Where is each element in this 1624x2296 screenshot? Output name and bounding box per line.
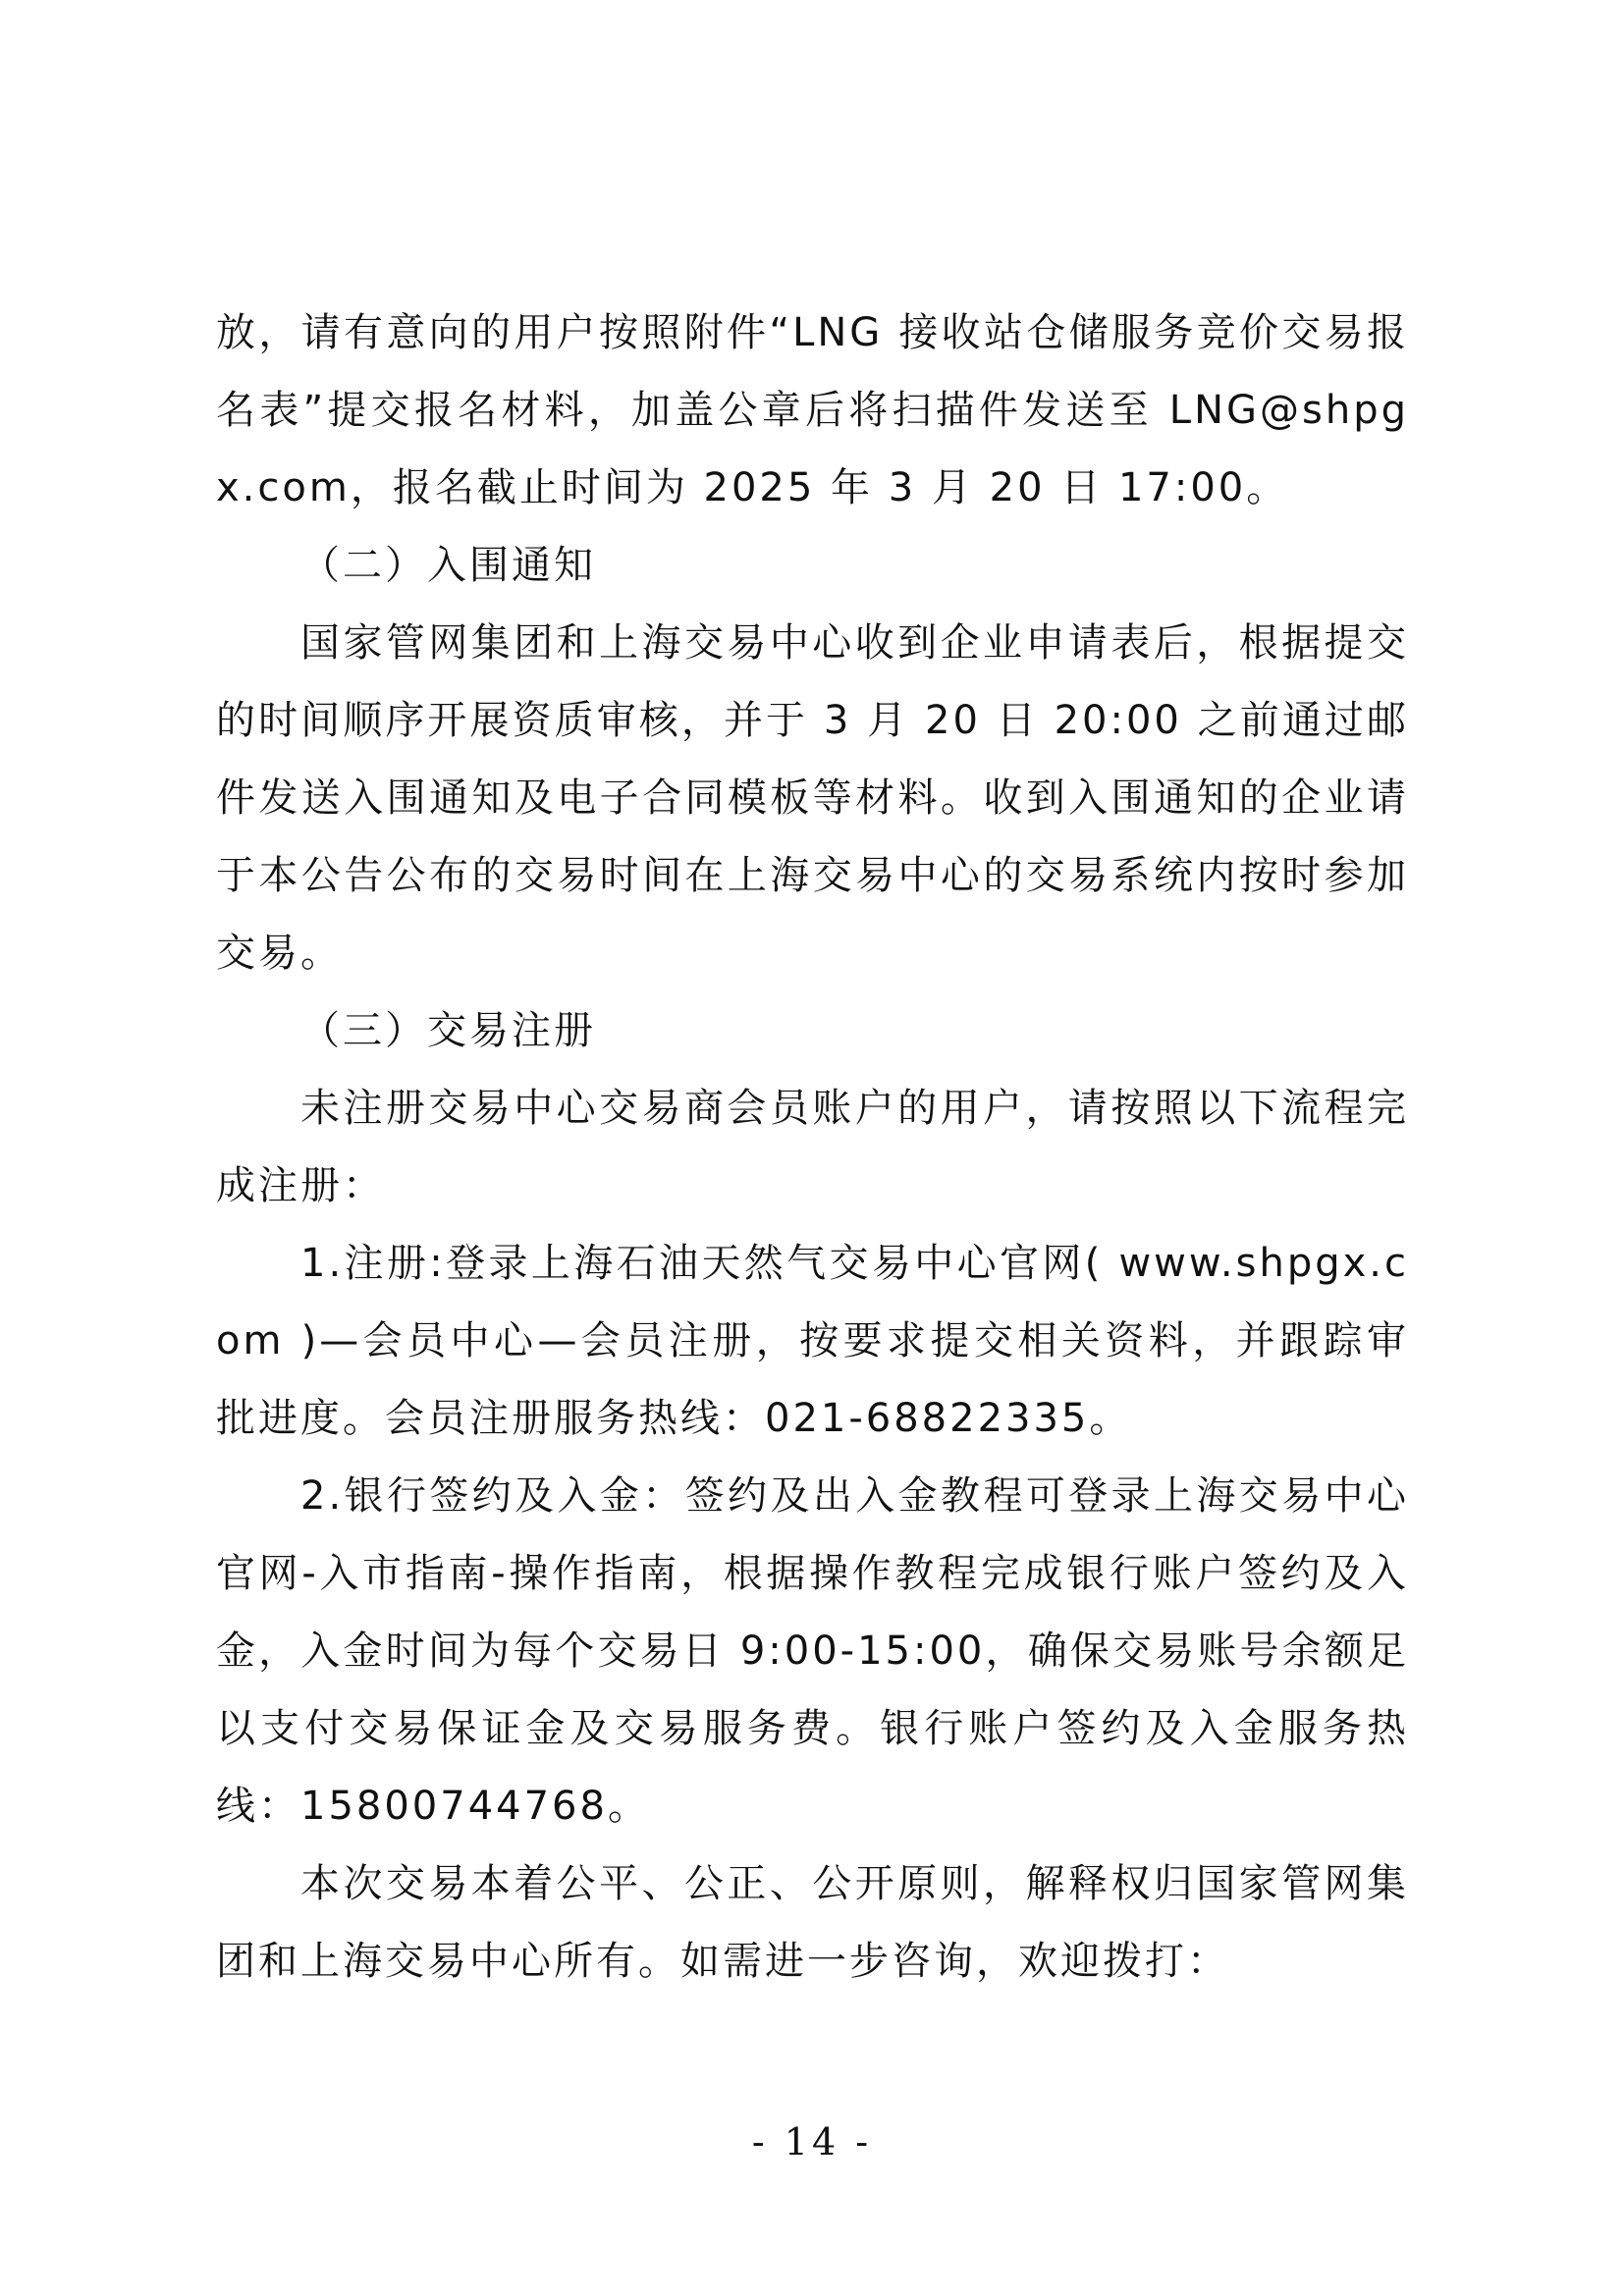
paragraph-registration-continuation: 放，请有意向的用户按照附件“LNG 接收站仓储服务竞价交易报名表”提交报名材料，加盖公章后将扫描件发送至 LNG@shpgx.com，报名截止时间为 2025 年 3 月 20 日 17:00。 [216, 310, 1409, 510]
section-heading-shortlist-notice: （二）入围通知 [300, 543, 596, 588]
page-number: - 14 - [751, 2120, 873, 2163]
paragraph-step-bank-signing: 2.银行签约及入金：签约及出入金教程可登录上海交易中心官网-入市指南-操作指南，根据操作教程完成银行账户签约及入金，入金时间为每个交易日 9:00-15:00，确保交易账号余额足以支付交易保证金及交易服务费。银行账户签约及入金服务热线：15800744768。 [216, 1473, 1409, 1829]
paragraph-closing-statement: 本次交易本着公平、公正、公开原则，解释权归国家管网集团和上海交易中心所有。如需进一步咨询，欢迎拨打： [216, 1861, 1409, 1984]
section-heading-trading-registration: （三）交易注册 [300, 1008, 596, 1053]
paragraph-registration-intro: 未注册交易中心交易商会员账户的用户，请按照以下流程完成注册： [216, 1086, 1409, 1208]
paragraph-shortlist-notice: 国家管网集团和上海交易中心收到企业申请表后，根据提交的时间顺序开展资质审核，并于 3 月 20 日 20:00 之前通过邮件发送入围通知及电子合同模板等材料。收到入围通知的企业请于本公告公布的交易时间在上海交易中心的交易系统内按时参加交易。 [216, 620, 1409, 976]
document-body [216, 294, 1409, 2001]
paragraph-step-register: 1.注册:登录上海石油天然气交易中心官网( www.shpgx.com )—会员中心—会员注册，按要求提交相关资料，并跟踪审批进度。会员注册服务热线：021-68822335。 [216, 1241, 1409, 1441]
